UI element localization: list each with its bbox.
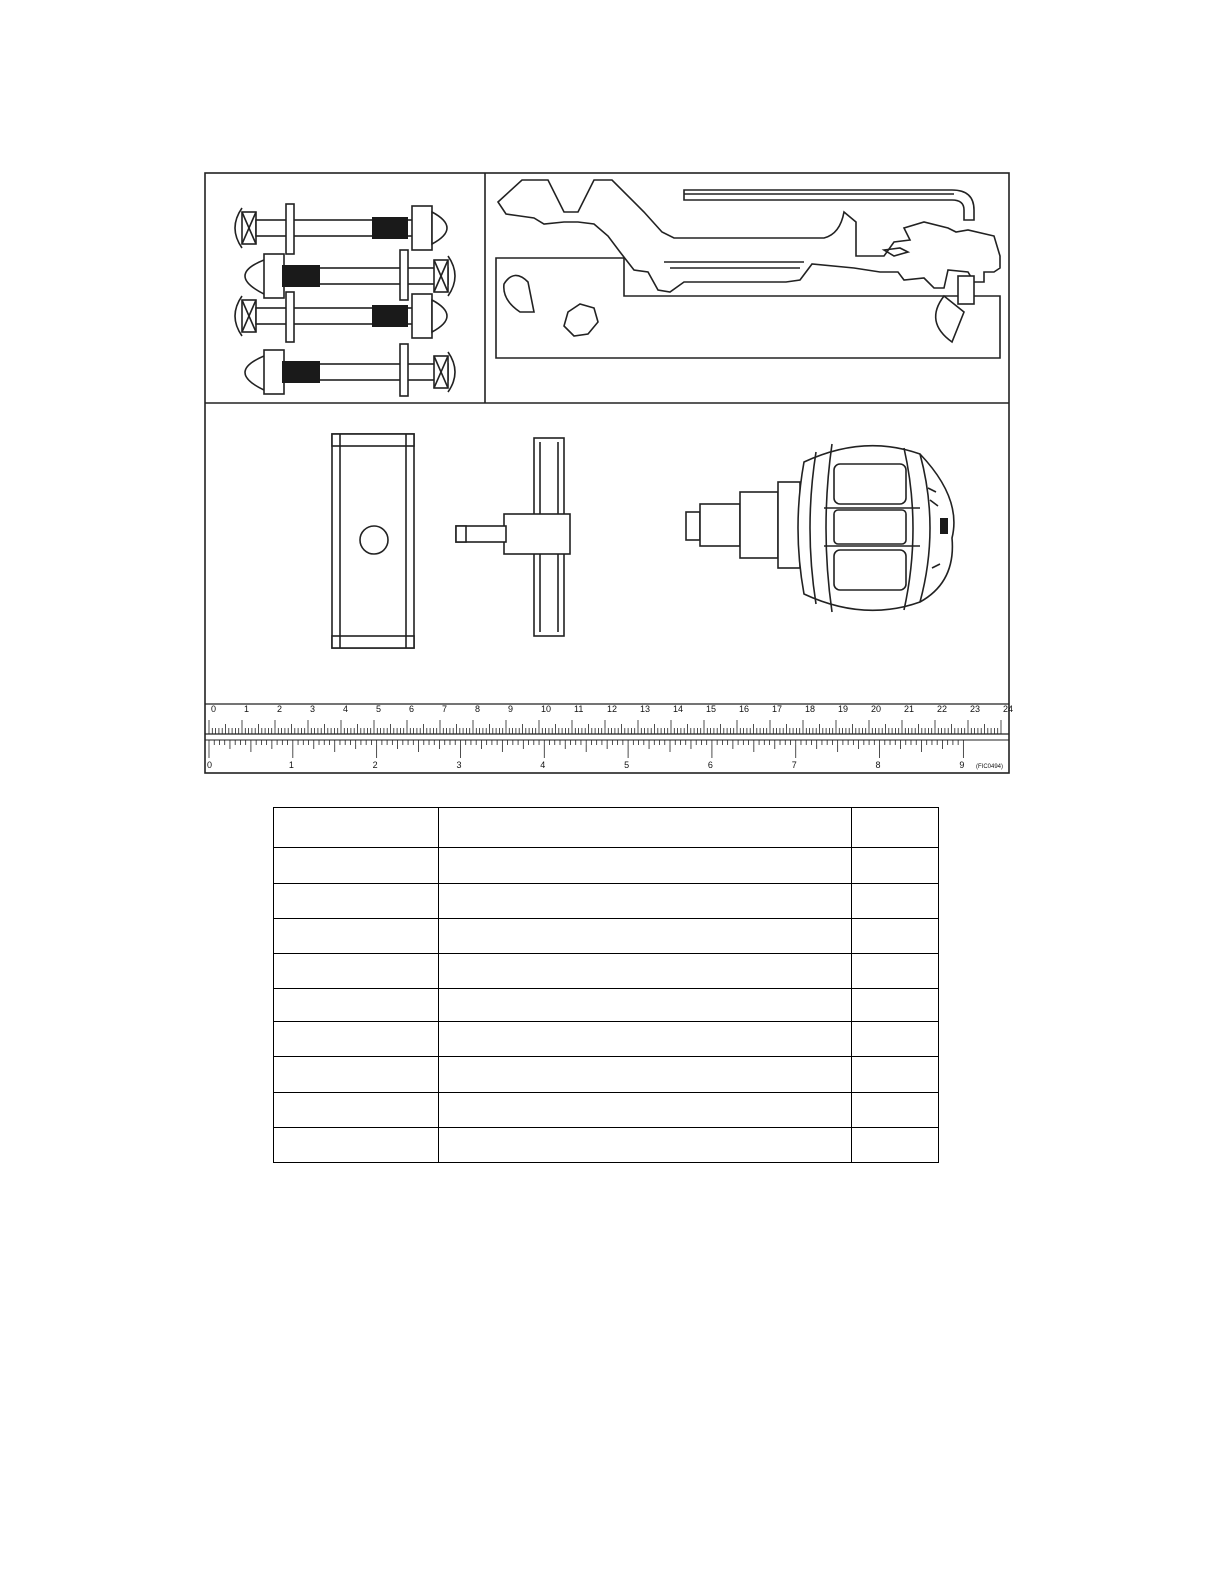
ruler-cm-label: 19: [838, 704, 849, 714]
ruler-cm-label: 4: [343, 704, 349, 714]
ruler-cm-label: 22: [937, 704, 948, 714]
ruler-cm-label: 12: [607, 704, 618, 714]
bolt-icon: [245, 250, 455, 300]
table-cell: [274, 954, 439, 989]
table-cell: [439, 1057, 852, 1093]
ruler-cm-label: 6: [409, 704, 415, 714]
table-cell: [439, 989, 852, 1022]
table-cell: [439, 954, 852, 989]
ruler-cm-label: 5: [376, 704, 382, 714]
table-row: [274, 848, 939, 884]
ruler-cm-label: 7: [442, 704, 448, 714]
table-cell: [274, 848, 439, 884]
table-cell: [274, 808, 439, 848]
ruler-inch-label: 8: [875, 760, 881, 770]
ruler-cm-label: 17: [772, 704, 783, 714]
table-cell: [274, 989, 439, 1022]
bolt-icon: [235, 292, 447, 342]
table-cell: [852, 1128, 939, 1163]
table-cell: [439, 1128, 852, 1163]
table-cell: [852, 884, 939, 919]
table-cell: [439, 848, 852, 884]
ruler-cm-label: 0: [211, 704, 217, 714]
ruler-inch-label: 9: [959, 760, 965, 770]
ruler-cm-label: 23: [970, 704, 981, 714]
table-row: [274, 989, 939, 1022]
table-cell: [439, 1093, 852, 1128]
ruler-cm-label: 8: [475, 704, 481, 714]
tool-kit-figure: [204, 172, 1014, 774]
parts-table: [273, 807, 939, 1163]
combination-wrench-icon: [496, 180, 1000, 358]
ruler-inch-label: 5: [624, 760, 630, 770]
adjuster-knob-icon: [686, 444, 954, 612]
ruler-cm-label: 2: [277, 704, 283, 714]
measurement-ruler: [205, 704, 1013, 770]
table-row: [274, 954, 939, 989]
ruler-inch-label: 0: [207, 760, 213, 770]
ruler-cm-label: 1: [244, 704, 250, 714]
ruler-cm-label: 10: [541, 704, 552, 714]
ruler-inch-label: 4: [540, 760, 546, 770]
table-cell: [852, 989, 939, 1022]
table-cell: [439, 808, 852, 848]
ruler-cm-label: 11: [574, 704, 584, 714]
ruler-cm-label: 9: [508, 704, 514, 714]
table-row: [274, 884, 939, 919]
ruler-cm-label: 13: [640, 704, 651, 714]
table-cell: [852, 1022, 939, 1057]
table-cell: [852, 919, 939, 954]
table-row: [274, 919, 939, 954]
ruler-cm-label: 3: [310, 704, 316, 714]
table-cell: [852, 808, 939, 848]
ruler-inch-label: 7: [791, 760, 797, 770]
t-handle-icon: [456, 438, 570, 636]
table-cell: [852, 848, 939, 884]
table-row: [274, 1022, 939, 1057]
table-cell: [274, 1093, 439, 1128]
table-cell: [852, 1093, 939, 1128]
table-cell: [274, 1022, 439, 1057]
table-cell: [852, 954, 939, 989]
bolt-icon: [245, 344, 455, 396]
bolt-set-icon: [235, 204, 455, 396]
ruler-cm-label: 14: [673, 704, 684, 714]
table-row: [274, 1093, 939, 1128]
ruler-cm-label: 24: [1003, 704, 1014, 714]
ruler-cm-label: 18: [805, 704, 816, 714]
table-cell: [274, 919, 439, 954]
ruler-inch-label: 2: [372, 760, 378, 770]
ruler-cm-label: 20: [871, 704, 882, 714]
ruler-inch-label: 1: [288, 760, 294, 770]
table-row: [274, 1057, 939, 1093]
table-row: [274, 1128, 939, 1163]
table-cell: [852, 1057, 939, 1093]
table-cell: [274, 884, 439, 919]
ruler-cm-label: 15: [706, 704, 717, 714]
ruler-inch-label: 3: [456, 760, 462, 770]
table-cell: [439, 884, 852, 919]
figure-code: (FIC0494): [976, 764, 1004, 770]
hex-key-icon: [684, 190, 974, 220]
table-row: [274, 808, 939, 848]
table-cell: [439, 919, 852, 954]
spacer-block-icon: [332, 434, 414, 648]
ruler-inch-label: 6: [707, 760, 713, 770]
table-cell: [274, 1128, 439, 1163]
bolt-icon: [235, 204, 447, 254]
table-cell: [274, 1057, 439, 1093]
ruler-cm-label: 21: [904, 704, 915, 714]
table-cell: [439, 1022, 852, 1057]
ruler-cm-label: 16: [739, 704, 750, 714]
